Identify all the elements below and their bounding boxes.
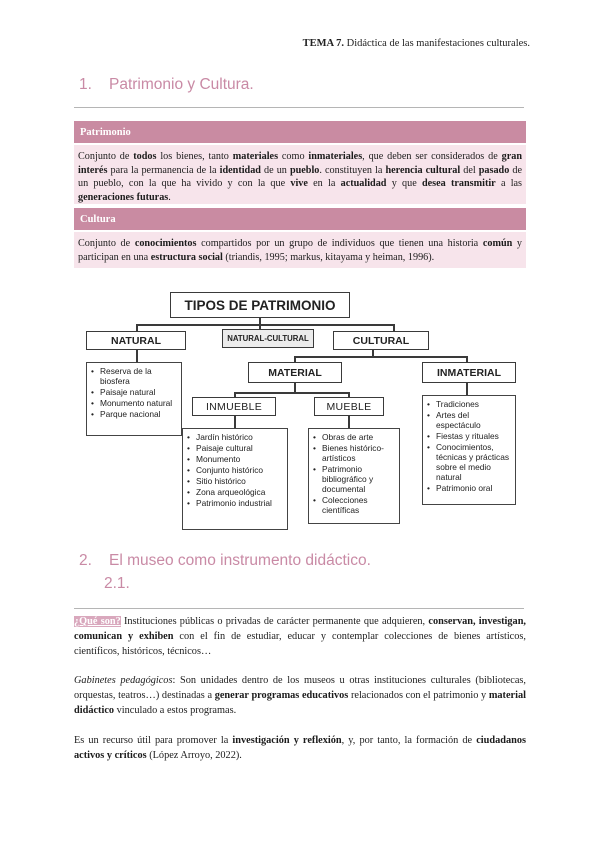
topic-label: TEMA 7. [302,38,344,49]
cultural-box: CULTURAL [333,331,429,350]
list-item: • Conocimientos, técnicas y prácticas sobre el medio natural [427,442,512,482]
paragraph-que-son: ¿Qué son? Instituciones públicas o privadas de carácter permanente que adquieren, conservan, investigan, comunican y exhiben con el fin de estudiar, educar y contemplar colecciones de bienes artísticos, científicos, históricos, técnicos… [74,616,526,657]
natural-list [86,362,182,436]
section-2-rule [74,608,524,609]
list-item: • Paisaje natural [91,387,178,397]
list-item: • Zona arqueológica [187,487,284,497]
list-item: • Colecciones científicas [313,495,396,515]
list-item: • Monumento [187,454,284,464]
list-item: • Parque nacional [91,409,178,419]
inmaterial-box: INMATERIAL [422,362,516,383]
topic-title: Didáctica de las manifestaciones culturales. [346,38,530,49]
list-item: • Tradiciones [427,399,512,409]
highlight-que-son: ¿Qué son? [74,616,121,627]
connector-line [234,416,236,428]
paragraph-gabinetes: Gabinetes pedagógicos: Son unidades dentro de los museos u otras instituciones culturales (bibliotecas, orquestas, teatros…) destinadas a generar programas educativos relacionados con el patrimonio y material didáctico vinculado a estos programas. [74,675,527,716]
cultura-definition: Conjunto de conocimientos compartidos por un grupo de individuos que tienen una historia común y participan en una estructura social (triandis, 1995; markus, kitayama y heiman, 1996). [74,232,526,268]
connector-line [348,416,350,428]
patrimonio-box-heading: Patrimonio [74,121,526,143]
connector-line [136,349,138,363]
connector-line [294,356,466,358]
connector-line [466,383,468,395]
list-item: • Bienes histórico-artísticos [313,443,396,463]
section-1-heading [79,76,254,94]
section-1-number: 1. [79,76,92,93]
cultura-box-heading: Cultura [74,208,526,230]
section-2-1-heading: 2.1. [104,575,130,592]
natural-cultural-box: NATURAL-CULTURAL [222,329,314,348]
material-box: MATERIAL [248,362,342,383]
paragraph-recurso: Es un recurso útil para promover la investigación y reflexión, y, por tanto, la formación de ciudadanos activos y críticos (López Arroyo, 2022). [74,735,527,761]
list-item: • Paisaje cultural [187,443,284,453]
mueble-box: MUEBLE [314,397,384,416]
list-item: • Patrimonio oral [427,483,512,493]
list-item: • Monumento natural [91,398,178,408]
connector-line [136,324,138,331]
section-2-heading [79,552,371,570]
inmueble-list [182,428,288,530]
section-1-rule [74,107,524,108]
list-item: • Jardín histórico [187,432,284,442]
list-item: • Fiestas y rituales [427,431,512,441]
list-item: • Reserva de la biosfera [91,366,178,386]
connector-line [393,324,395,331]
mueble-list [308,428,400,524]
list-item: • Conjunto histórico [187,465,284,475]
list-item: • Patrimonio bibliográfico y documental [313,464,396,494]
diagram-title-box: TIPOS DE PATRIMONIO [170,292,350,318]
section-2-title: El museo como instrumento didáctico. [109,552,371,569]
list-item: • Obras de arte [313,432,396,442]
list-item: • Sitio histórico [187,476,284,486]
natural-box: NATURAL [86,331,186,350]
connector-line [136,324,394,326]
inmueble-box: INMUEBLE [192,397,276,416]
running-header [303,38,530,49]
list-item: • Artes del espectáculo [427,410,512,430]
list-item: • Patrimonio industrial [187,498,284,508]
inmaterial-list [422,395,516,505]
patrimonio-definition: Conjunto de todos los bienes, tanto materiales como inmateriales, que deben ser considerados de gran interés para la permanencia de la identidad de un pueblo. constituyen la herencia cultural del pasado de un pueblo, con la que ha vivido y con la que vive en la actualidad y que desea transmitir a las generaciones futuras. [74,145,526,204]
section-2-number: 2. [79,552,92,569]
connector-line [234,392,348,394]
section-1-title: Patrimonio y Cultura. [109,76,254,93]
